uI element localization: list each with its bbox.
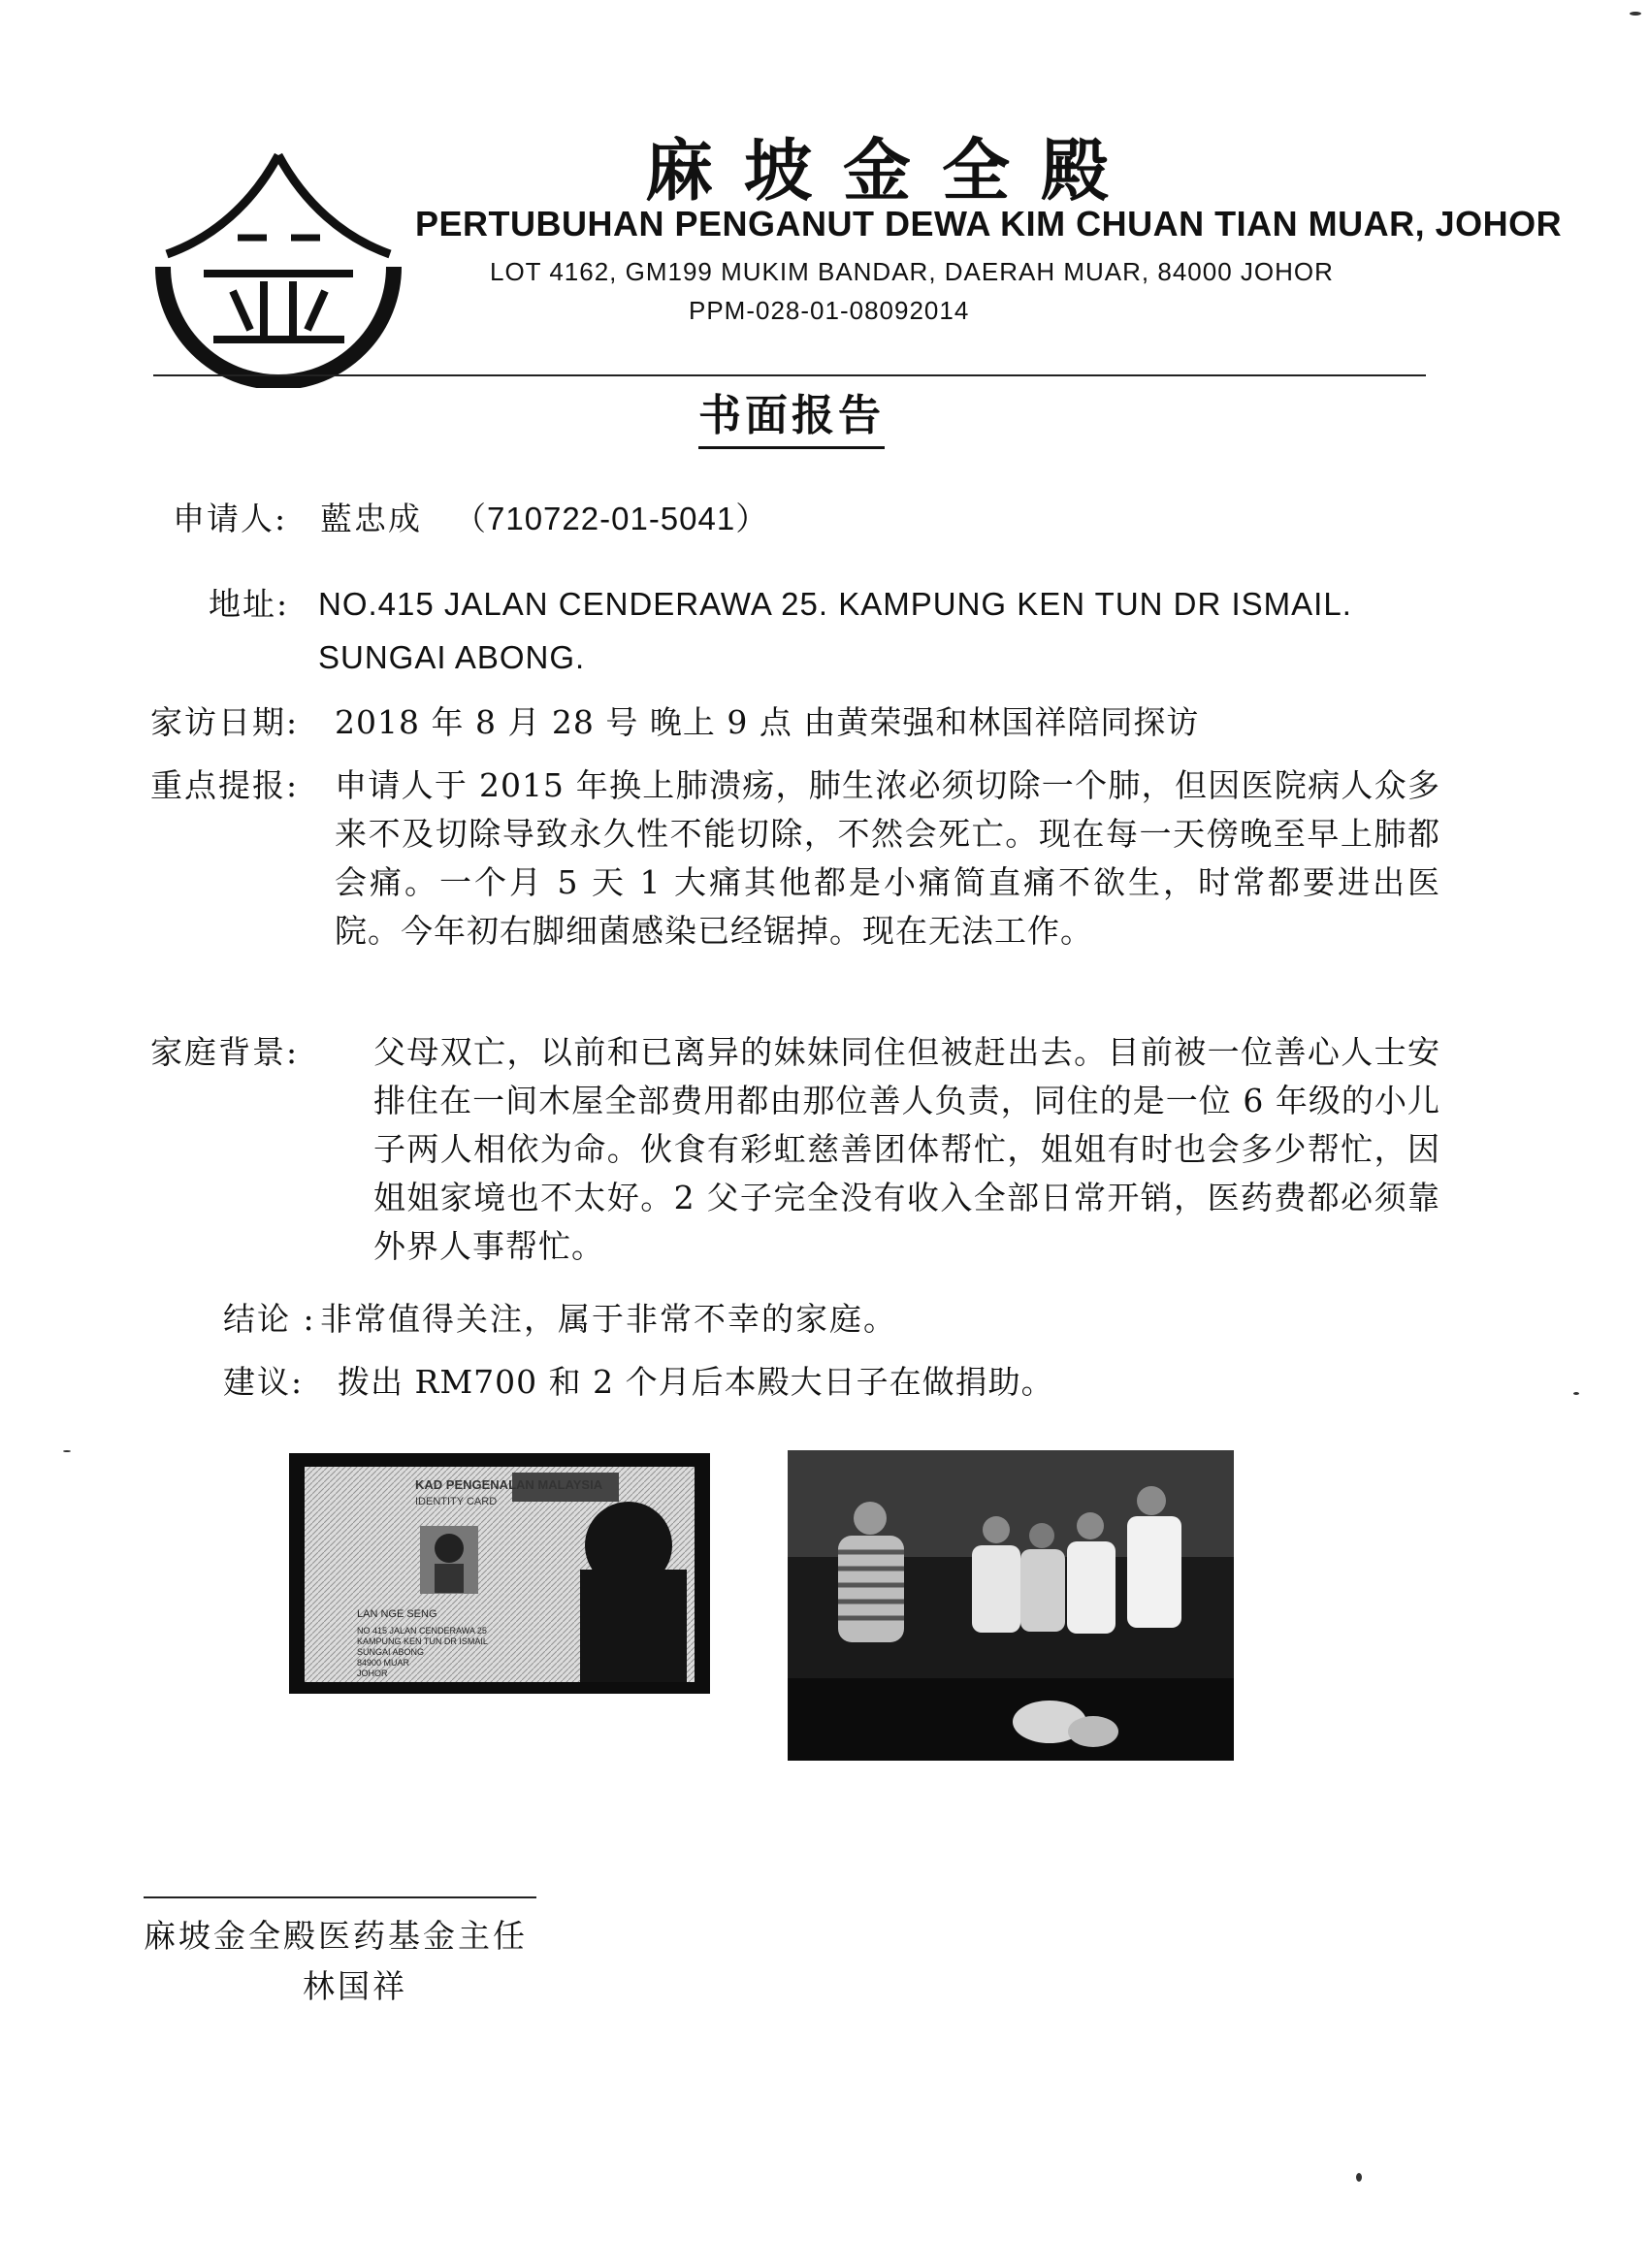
ic-card-address-1: NO 415 JALAN CENDERAWA 25 <box>357 1626 487 1636</box>
temple-logo <box>146 146 412 388</box>
org-name-english: PERTUBUHAN PENGANUT DEWA KIM CHUAN TIAN MUAR, JOHOR <box>415 204 1563 243</box>
key-points-text: 申请人于 2015 年换上肺溃疡，肺生浓必须切除一个肺，但因医院病人众多来不及切除导致永久性不能切除，不然会死亡。现在每一天傍晚至早上肺都会痛。一个月 5 天 1 大痛其他都是小痛简直痛不欲生，时常都要进出医院。今年初右脚细菌感染已经锯掉。现在无法工作。 <box>335 766 1440 950</box>
address-line-2: SUNGAI ABONG. <box>318 639 586 675</box>
ic-card-photo <box>289 1453 710 1694</box>
home-visit-photo <box>788 1450 1234 1761</box>
ic-card-name: LAN NGE SENG <box>357 1608 437 1620</box>
key-points-label: 重点提报: <box>150 766 300 804</box>
document-title: 书面报告 <box>698 380 885 449</box>
signatory-role: 麻坡金全殿医药基金主任 <box>144 1917 528 1955</box>
visit-date-label: 家访日期: <box>150 703 300 741</box>
conclusion-value: 非常值得关注，属于非常不幸的家庭。 <box>320 1300 897 1338</box>
ic-card-address-2: KAMPUNG KEN TUN DR ISMAIL <box>357 1636 488 1646</box>
ic-card-address-4: 84900 MUAR <box>357 1658 410 1668</box>
applicant-name: 藍忠成 <box>320 500 422 537</box>
scan-speck <box>63 1450 71 1452</box>
header-divider <box>153 374 1426 376</box>
address-line-1: NO.415 JALAN CENDERAWA 25. KAMPUNG KEN TUN DR ISMAIL. <box>318 586 1352 622</box>
visit-date-value: 2018 年 8 月 28 号 晚上 9 点 由黄荣强和林国祥陪同探访 <box>335 703 1200 741</box>
ic-card-header: KAD PENGENALAN MALAYSIA <box>415 1477 603 1492</box>
suggestion-label: 建议: <box>223 1363 305 1401</box>
signatory-name: 林国祥 <box>303 1967 407 2005</box>
suggestion-value: 拨出 RM700 和 2 个月后本殿大日子在做捐助。 <box>338 1363 1054 1401</box>
family-background-label: 家庭背景: <box>150 1033 300 1071</box>
org-name-chinese: 麻坡金全殿 <box>645 130 1140 211</box>
scan-speck <box>1573 1392 1579 1395</box>
ic-card-address-3: SUNGAI ABONG <box>357 1647 425 1657</box>
ic-card-subheader: IDENTITY CARD <box>415 1496 498 1507</box>
family-background-text: 父母双亡，以前和已离异的妹妹同住但被赶出去。目前被一位善心人士安排住在一间木屋全部费用都由那位善人负责，同住的是一位 6 年级的小儿子两人相依为命。伙食有彩虹慈善团体帮忙，姐姐有时也会多少帮忙，因姐姐家境也不太好。2 父子完全没有收入全部日常开销，医药费都必须靠外界人事帮忙。 <box>373 1033 1440 1265</box>
group-photo-graphic <box>788 1450 1234 1761</box>
applicant-id: （710722-01-5041） <box>454 501 769 536</box>
org-address: LOT 4162, GM199 MUKIM BANDAR, DAERAH MUAR, 84000 JOHOR <box>490 257 1334 286</box>
scan-speck <box>1630 12 1641 16</box>
org-registration-number: PPM-028-01-08092014 <box>689 296 970 325</box>
address-label: 地址: <box>209 585 290 623</box>
applicant-label: 申请人: <box>173 500 288 537</box>
scan-speck <box>1356 2173 1362 2182</box>
signature-line <box>144 1896 536 1898</box>
ic-card-address-5: JOHOR <box>357 1669 388 1678</box>
conclusion-label: 结论 : <box>223 1300 316 1338</box>
